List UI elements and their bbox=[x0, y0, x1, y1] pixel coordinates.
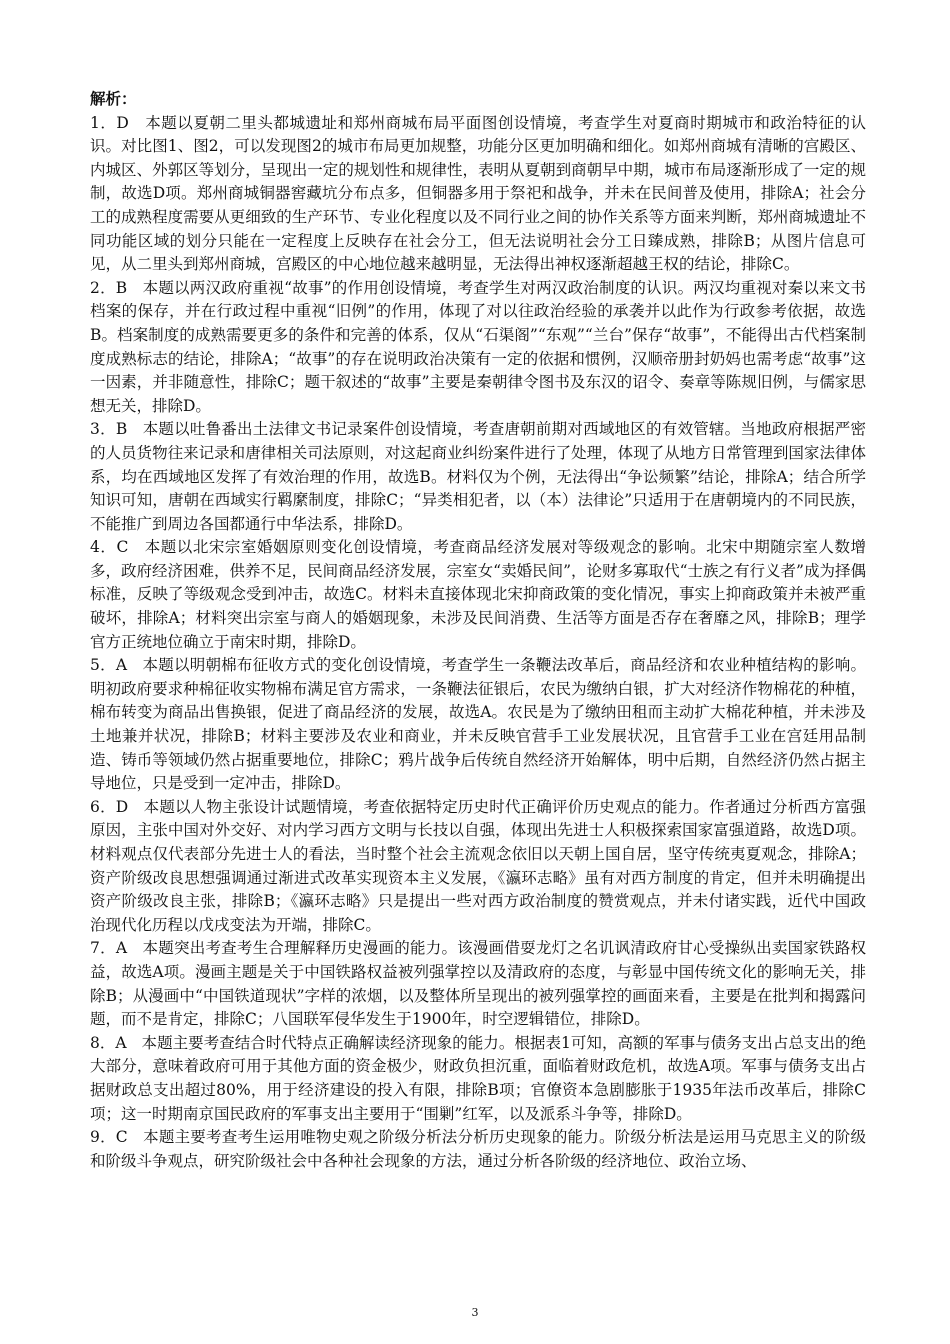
answer-text: 本题以吐鲁番出土法律文书记录案件创设情境，考查唐朝前期对西域地区的有效管辖。当地政府根据严密的人员货物往来记录和唐律相关司法原则，对这起商业纠纷案件进行了处理，体现了从地方日常管理到国家法律体系，均在西域地区发挥了有效治理的作用，故选B。材料仅为个例，无法得出“争讼频繁”结论，排除A；结合所学知识可知，唐朝在西域实行羁縻制度，排除C；“异类相犯者，以（本）法律论”只适用于在唐朝境内的不同民族，不能推广到周边各国都通行中华法系，排除D。 bbox=[90, 420, 866, 533]
answer-text: 本题以明朝棉布征收方式的变化创设情境，考查学生一条鞭法改革后，商品经济和农业种植结构的影响。明初政府要求种棉征收实物棉布满足官方需求，一条鞭法征银后，农民为缴纳白银，扩大对经济作物棉花的种植，棉布转变为商品出售换银，促进了商品经济的发展，故选A。农民是为了缴纳田租而主动扩大棉花种植，并未涉及土地兼并状况，排除B；材料主要涉及农业和商业，并未反映官营手工业发展状况，且官营手工业在宫廷用品制造、铸币等领域仍然占据重要地位，排除C；鸦片战争后传统自然经济开始解体，明中后期，自然经济仍然占据主导地位，只是受到一定冲击，排除D。 bbox=[90, 656, 866, 793]
answer-text: 本题主要考查结合时代特点正确解读经济现象的能力。根据表1可知，高额的军事与债务支出占总支出的绝大部分，意味着政府可用于其他方面的资金极少，财政负担沉重，面临着财政危机，故选A项。军事与债务支出占据财政总支出超过80%，用于经济建设的投入有限，排除B项；官僚资本急剧膨胀于1935年法币改革后，排除C项；这一时期南京国民政府的军事支出主要用于“围剿”红军，以及派系斗争等，排除D。 bbox=[90, 1033, 867, 1123]
answer-item-6 bbox=[90, 796, 866, 938]
answer-item-2 bbox=[90, 277, 866, 419]
page-content bbox=[90, 88, 866, 1173]
answer-number: 2．B bbox=[90, 278, 128, 297]
answer-item-1 bbox=[90, 112, 866, 277]
section-heading: 解析： bbox=[90, 90, 137, 108]
answer-number: 4．C bbox=[90, 538, 129, 557]
answer-text: 本题突出考查考生合理解释历史漫画的能力。该漫画借耍龙灯之名讥讽清政府甘心受操纵出卖国家铁路权益，故选A项。漫画主题是关于中国铁路权益被列强掌控以及清政府的态度，与彰显中国传统文化的影响无关，排除B；从漫画中“中国铁道现状”字样的浓烟，以及整体所呈现出的被列强掌控的画面来看，主要是在批判和揭露问题，而不是肯定，排除C；八国联军侵华发生于1900年，时空逻辑错位，排除D。 bbox=[90, 939, 866, 1029]
answer-item-7 bbox=[90, 937, 866, 1031]
answer-item-3 bbox=[90, 418, 866, 536]
answer-item-4 bbox=[90, 536, 866, 654]
answer-item-5 bbox=[90, 654, 866, 796]
answer-number: 5．A bbox=[90, 656, 128, 675]
answer-number: 6．D bbox=[90, 797, 129, 816]
answer-item-9 bbox=[90, 1126, 866, 1173]
answer-item-8 bbox=[90, 1032, 866, 1126]
answer-text: 本题以人物主张设计试题情境，考查依据特定历史时代正确评价历史观点的能力。作者通过分析西方富强原因，主张中国对外交好、对内学习西方文明与长技以自强，体现出先进士人积极探索国家富强道路，故选D项。材料观点仅代表部分先进士人的看法，当时整个社会主流观念依旧以天朝上国自居，坚守传统夷夏观念，排除A；资产阶级改良思想强调通过渐进式改革实现资本主义发展，《瀛环志略》虽有对西方制度的肯定，但并未明确提出资产阶级改良主张，排除B；《瀛环志略》只是提出一些对西方政治制度的赞赏观点，并未付诸实践，近代中国政治现代化历程以戊戌变法为开端，排除C。 bbox=[90, 797, 866, 934]
answer-text: 本题以北宋宗室婚姻原则变化创设情境，考查商品经济发展对等级观念的影响。北宋中期随宗室人数增多，政府经济困难，供养不足，民间商品经济发展，宗室女“卖婚民间”，论财多寡取代“士族之有行义者”成为择偶标准，反映了等级观念受到冲击，故选C。材料未直接体现北宋抑商政策的变化情况，事实上抑商政策并未被严重破坏，排除A；材料突出宗室与商人的婚姻现象，未涉及民间消费、生活等方面是否存在奢靡之风，排除B；理学官方正统地位确立于南宋时期，排除D。 bbox=[90, 538, 866, 651]
answer-text: 本题以两汉政府重视“故事”的作用创设情境，考查学生对两汉政治制度的认识。两汉均重视对秦以来文书档案的保存，并在行政过程中重视“旧例”的作用，体现了对以往政治经验的承袭并以此作为行政参考依据，故选B。档案制度的成熟需要更多的条件和完善的体系，仅从“石渠阁”“东观”“兰台”保存“故事”，不能得出古代档案制度成熟标志的结论，排除A；“故事”的存在说明政治决策有一定的依据和惯例，汉顺帝册封奶妈也需考虑“故事”这一因素，并非随意性，排除C；题干叙述的“故事”主要是秦朝律令图书及东汉的诏令、奏章等陈规旧例，与儒家思想无关，排除D。 bbox=[90, 278, 866, 415]
answer-number: 9．C bbox=[90, 1128, 128, 1147]
answer-number: 1．D bbox=[90, 113, 129, 132]
answer-number: 3．B bbox=[90, 420, 128, 439]
answer-number: 7．A bbox=[90, 939, 128, 958]
page-number: 3 bbox=[471, 1306, 479, 1319]
answer-number: 8．A bbox=[90, 1033, 127, 1052]
answer-text: 本题以夏朝二里头都城遗址和郑州商城布局平面图创设情境，考查学生对夏商时期城市和政治特征的认识。对比图1、图2，可以发现图2的城市布局更加规整，功能分区更加明确和细化。如郑州商城有清晰的宫殿区、内城区、外郭区等划分，呈现出一定的规划性和规律性，表明从夏朝到商朝早中期，城市布局逐渐形成了一定的规制，故选D项。郑州商城铜器窖藏坑分布点多，但铜器多用于祭祀和战争，并未在民间普及使用，排除A；社会分工的成熟程度需要从更细致的生产环节、专业化程度以及不同行业之间的协作关系等方面来判断，郑州商城遗址不同功能区域的划分只能在一定程度上反映存在社会分工，但无法说明社会分工日臻成熟，排除B；从图片信息可见，从二里头到郑州商城，宫殿区的中心地位越来越明显，无法得出神权逐渐超越王权的结论，排除C。 bbox=[90, 113, 867, 274]
answer-text: 本题主要考查考生运用唯物史观之阶级分析法分析历史现象的能力。阶级分析法是运用马克思主义的阶级和阶级斗争观点，研究阶级社会中各种社会现象的方法，通过分析各阶级的经济地位、政治立场、 bbox=[90, 1128, 867, 1170]
